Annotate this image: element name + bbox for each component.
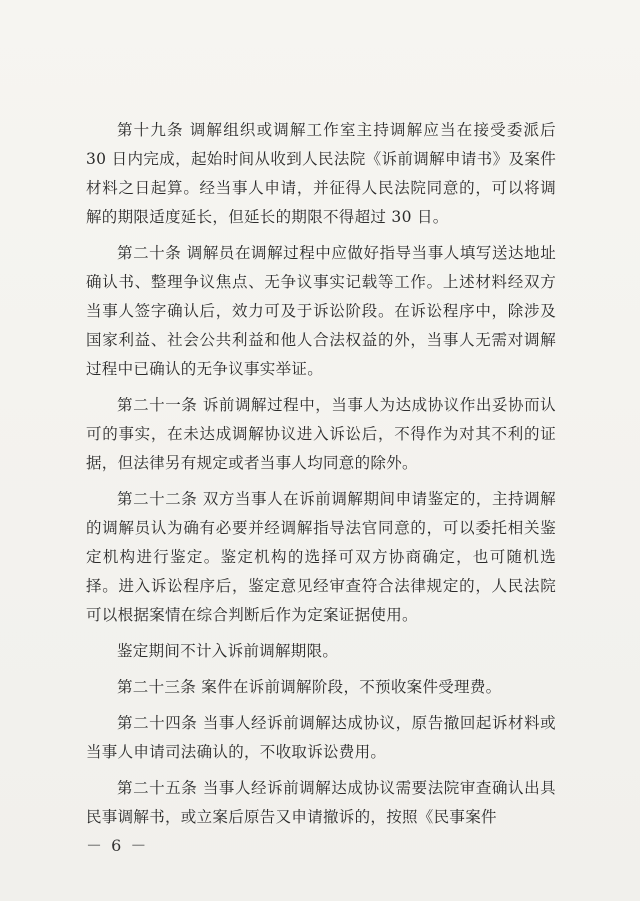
article-22-lead: 第二十二条 [117, 490, 198, 508]
article-23 [86, 673, 556, 702]
article-19 [86, 116, 556, 232]
article-19-lead: 第十九条 [117, 121, 184, 139]
document-body [86, 116, 556, 839]
article-22 [86, 485, 556, 630]
page-number: － 6 － [86, 836, 149, 855]
article-25-lead: 第二十五条 [117, 779, 198, 797]
article-22-note-text: 鉴定期间不计入诉前调解期限。 [117, 642, 339, 660]
article-21-text: 诉前调解过程中，当事人为达成协议作出妥协而认可的事实，在未达成调解协议进入诉讼后，不得作为对其不利的证据，但法律另有规定或者当事人均同意的除外。 [86, 396, 556, 472]
article-24 [86, 709, 556, 767]
article-23-lead: 第二十三条 [117, 678, 197, 696]
article-21 [86, 391, 556, 478]
article-25 [86, 774, 556, 832]
article-22-text: 双方当事人在诉前调解期间申请鉴定的，主持调解的调解员认为确有必要并经调解指导法官同意的，可以委托相关鉴定机构进行鉴定。鉴定机构的选择可双方协商确定，也可随机选择。进入诉讼程序后，鉴定意见经审查符合法律规定的，人民法院可以根据案情在综合判断后作为定案证据使用。 [86, 490, 556, 624]
article-20-lead: 第二十条 [117, 244, 182, 262]
article-20 [86, 239, 556, 384]
article-23-text: 案件在诉前调解阶段，不预收案件受理费。 [196, 678, 502, 696]
article-22-note [86, 637, 556, 666]
article-24-lead: 第二十四条 [117, 714, 198, 732]
article-20-text: 调解员在调解过程中应做好指导当事人填写送达地址确认书、整理争议焦点、无争议事实记载等工作。上述材料经双方当事人签字确认后，效力可及于诉讼阶段。在诉讼程序中，除涉及国家利益、社会公共利益和他人合法权益的外，当事人无需对调解过程中已确认的无争议事实举证。 [86, 244, 556, 378]
article-21-lead: 第二十一条 [117, 396, 198, 414]
article-25-text: 当事人经诉前调解达成协议需要法院审查确认出具民事调解书，或立案后原告又申请撤诉的，按照《民事案件 [86, 779, 556, 826]
article-19-text: 调解组织或调解工作室主持调解应当在接受委派后 30 日内完成，起始时间从收到人民法院《诉前调解申请书》及案件材料之日起算。经当事人申请，并征得人民法院同意的，可以将调解的期限适度延长，但延长的期限不得超过 30 日。 [86, 121, 556, 226]
article-24-text: 当事人经诉前调解达成协议，原告撤回起诉材料或当事人申请司法确认的，不收取诉讼费用。 [86, 714, 556, 761]
